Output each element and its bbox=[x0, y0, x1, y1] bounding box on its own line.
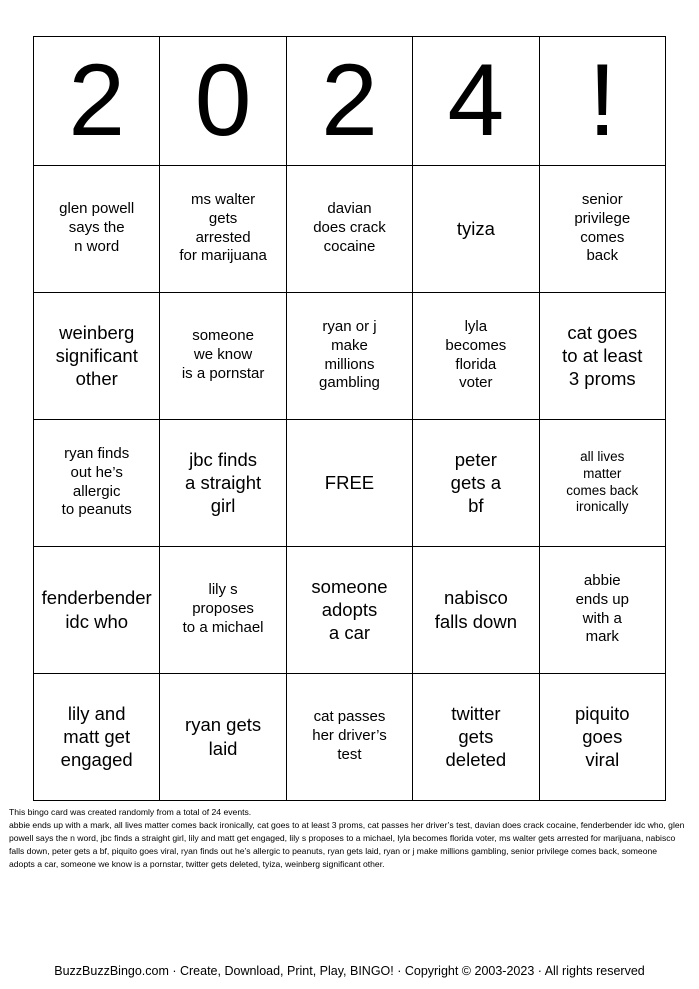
cell-text: FREE bbox=[324, 471, 375, 493]
bingo-cell bbox=[539, 419, 665, 546]
bingo-cell bbox=[413, 673, 539, 800]
bingo-cell bbox=[34, 292, 160, 419]
cell-text: nabisco falls down bbox=[434, 587, 517, 632]
bingo-row bbox=[34, 673, 666, 800]
bingo-card bbox=[33, 36, 666, 801]
cell-text: lily s proposes to a michael bbox=[182, 581, 264, 636]
bingo-cell bbox=[539, 292, 665, 419]
header-cell: 2 bbox=[286, 37, 412, 166]
free-space-cell bbox=[286, 419, 412, 546]
bingo-cell bbox=[160, 292, 286, 419]
bingo-cell bbox=[413, 546, 539, 673]
bingo-cell bbox=[539, 673, 665, 800]
bingo-cell bbox=[160, 419, 286, 546]
cell-text: ryan finds out he’s allergic to peanuts bbox=[61, 445, 132, 519]
cell-text: peter gets a bf bbox=[450, 448, 502, 517]
cell-text: cat passes her driver’s test bbox=[312, 708, 387, 763]
bingo-cell bbox=[413, 419, 539, 546]
cell-text: jbc finds a straight girl bbox=[185, 448, 262, 517]
cell-text: tyiza bbox=[456, 217, 495, 239]
cell-text: fenderbender idc who bbox=[41, 587, 152, 632]
site-footer: BuzzBuzzBingo.com · Create, Download, Print, Play, BINGO! · Copyright © 2003-2023 · All rights reserved bbox=[54, 964, 645, 978]
cell-text: someone we know is a pornstar bbox=[181, 327, 265, 382]
bingo-row bbox=[34, 419, 666, 546]
cell-text: all lives matter comes back ironically bbox=[566, 448, 639, 515]
cell-text: ms walter gets arrested for marijuana bbox=[179, 191, 267, 265]
bingo-row bbox=[34, 546, 666, 673]
bingo-cell bbox=[539, 165, 665, 292]
bingo-cell bbox=[160, 546, 286, 673]
cell-text: senior privilege comes back bbox=[574, 191, 631, 265]
bingo-cell bbox=[413, 165, 539, 292]
bingo-cell bbox=[160, 165, 286, 292]
header-row bbox=[34, 37, 666, 166]
bingo-cell bbox=[34, 673, 160, 800]
cell-text: weinberg significant other bbox=[55, 321, 138, 390]
bingo-cell bbox=[413, 292, 539, 419]
header-cell: 2 bbox=[34, 37, 160, 166]
header-cell: ! bbox=[539, 37, 665, 166]
bingo-cell bbox=[34, 165, 160, 292]
footer-note: This bingo card was created randomly from a total of 24 events. bbox=[9, 807, 252, 817]
cell-text: twitter gets deleted bbox=[445, 702, 507, 771]
card-info bbox=[9, 806, 685, 871]
bingo-cell bbox=[286, 292, 412, 419]
cell-text: glen powell says the n word bbox=[59, 200, 135, 255]
bingo-cell bbox=[34, 419, 160, 546]
bingo-row bbox=[34, 292, 666, 419]
cell-text: someone adopts a car bbox=[311, 575, 388, 644]
bingo-cell bbox=[286, 673, 412, 800]
bingo-cell bbox=[539, 546, 665, 673]
cell-text: ryan gets laid bbox=[185, 714, 262, 759]
bingo-cell bbox=[34, 546, 160, 673]
bingo-cell bbox=[160, 673, 286, 800]
cell-text: piquito goes viral bbox=[575, 702, 630, 771]
header-cell: 0 bbox=[160, 37, 286, 166]
bingo-cell bbox=[286, 165, 412, 292]
events-list: abbie ends up with a mark, all lives matter comes back ironically, cat goes to at least 3 proms, cat passes her driver’s test, davian does crack cocaine, fenderbender idc who, glen powell says the n word, jbc finds a straight girl, lily and matt get engaged, lily s proposes to a michael, lyla becomes florida voter, ms walter gets arrested for marijuana, nabisco falls down, peter gets a bf, piquito goes viral, ryan finds out he’s allergic to peanuts, ryan gets laid, ryan or j make millions gambling, senior privilege comes back, someone adopts a car, someone we know is a pornstar, twitter gets deleted, tyiza, weinberg significant other. bbox=[9, 820, 685, 869]
cell-text: davian does crack cocaine bbox=[313, 200, 386, 255]
cell-text: cat goes to at least 3 proms bbox=[562, 321, 643, 390]
bingo-row bbox=[34, 165, 666, 292]
cell-text: abbie ends up with a mark bbox=[575, 572, 629, 646]
bingo-cell bbox=[286, 546, 412, 673]
header-cell: 4 bbox=[413, 37, 539, 166]
cell-text: lyla becomes florida voter bbox=[445, 318, 507, 392]
cell-text: ryan or j make millions gambling bbox=[319, 318, 380, 392]
cell-text: lily and matt get engaged bbox=[60, 702, 133, 771]
